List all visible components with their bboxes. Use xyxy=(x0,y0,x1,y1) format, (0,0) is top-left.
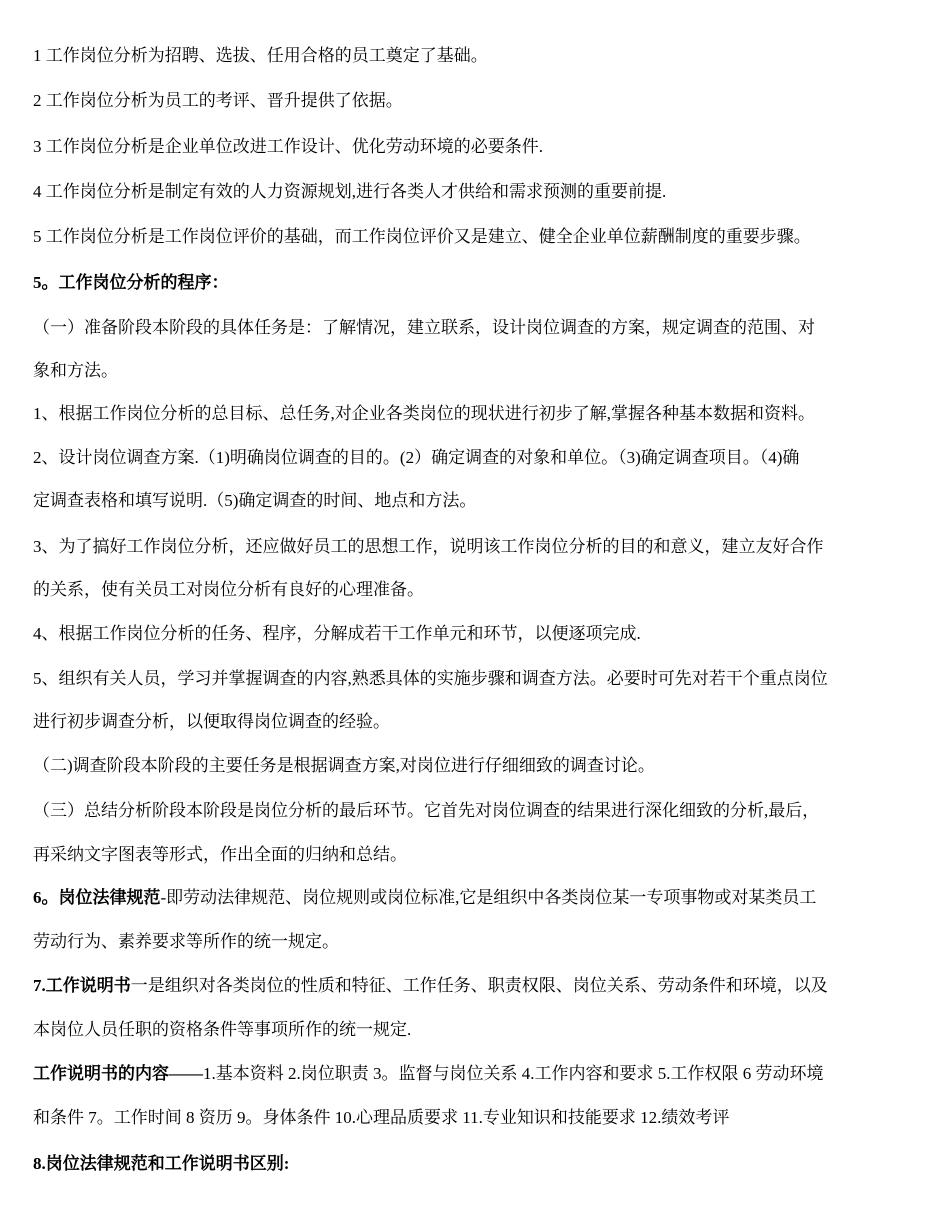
text-line: 2、设计岗位调查方案.（1)明确岗位调查的目的。(2）确定调查的对象和单位。（3)确定调查项目。（4)确 xyxy=(33,448,800,467)
text-line: 进行初步调查分析，以便取得岗位调查的经验。 xyxy=(33,712,390,731)
text-line: 4 工作岗位分析是制定有效的人力资源规划,进行各类人才供给和需求预测的重要前提. xyxy=(33,182,667,201)
section-heading-7: 7.工作说明书 xyxy=(33,976,131,995)
text-line: 劳动行为、素养要求等所作的统一规定。 xyxy=(33,932,339,951)
text-line: 定调查表格和填写说明.（5)确定调查的时间、地点和方法。 xyxy=(33,491,477,510)
text-line: 5 工作岗位分析是工作岗位评价的基础，而工作岗位评价又是建立、健全企业单位薪酬制度的重要步骤。 xyxy=(33,227,811,246)
text-line: 再采纳文字图表等形式，作出全面的归纳和总结。 xyxy=(33,845,407,864)
section-heading-8: 8.岗位法律规范和工作说明书区别: xyxy=(33,1154,290,1173)
text-line: 象和方法。 xyxy=(33,361,118,380)
text-line: （一）准备阶段本阶段的具体任务是：了解情况，建立联系，设计岗位调查的方案，规定调查的范围、对 xyxy=(33,318,815,337)
section-heading-6: 6。岗位法律规范 xyxy=(33,888,161,907)
text-line: 5、组织有关人员，学习并掌握调查的内容,熟悉具体的实施步骤和调查方法。必要时可先对若干个重点岗位 xyxy=(33,669,828,688)
text-line: 1、根据工作岗位分析的总目标、总任务,对企业各类岗位的现状进行初步了解,掌握各种基本数据和资料。 xyxy=(33,404,815,423)
section-heading-5: 5。工作岗位分析的程序： xyxy=(33,273,229,292)
text-line: 1 工作岗位分析为招聘、选拔、任用合格的员工奠定了基础。 xyxy=(33,46,488,65)
text-line: （三）总结分析阶段本阶段是岗位分析的最后环节。它首先对岗位调查的结果进行深化细致的分析,最后， xyxy=(33,801,820,820)
subheading-job-description-contents: 工作说明书的内容—— xyxy=(33,1064,203,1083)
text-line: 3 工作岗位分析是企业单位改进工作设计、优化劳动环境的必要条件. xyxy=(33,137,543,156)
definition-text: 一是组织对各类岗位的性质和特征、工作任务、职责权限、岗位关系、劳动条件和环境，以及 xyxy=(130,976,828,995)
definition-text: -即劳动法律规范、岗位规则或岗位标准,它是组织中各类岗位某一专项事物或对某类员工 xyxy=(160,888,817,907)
text-line xyxy=(33,886,920,910)
text-line: 和条件 7。工作时间 8 资历 9。身体条件 10.心理品质要求 11.专业知识和技能要求 12.绩效考评 xyxy=(33,1108,730,1127)
text-line xyxy=(33,1062,920,1086)
text-line: 4、根据工作岗位分析的任务、程序，分解成若干工作单元和环节，以便逐项完成. xyxy=(33,624,641,643)
text-line: （二)调查阶段本阶段的主要任务是根据调查方案,对岗位进行仔细细致的调查讨论。 xyxy=(33,756,655,775)
text-line: 3、为了搞好工作岗位分析，还应做好员工的思想工作，说明该工作岗位分析的目的和意义，建立友好合作 xyxy=(33,537,824,556)
text-line xyxy=(33,974,920,998)
text-line: 本岗位人员任职的资格条件等事项所作的统一规定. xyxy=(33,1020,412,1039)
text-line: 2 工作岗位分析为员工的考评、晋升提供了依据。 xyxy=(33,91,403,110)
contents-list-text: 1.基本资料 2.岗位职责 3。监督与岗位关系 4.工作内容和要求 5.工作权限 6 劳动环境 xyxy=(203,1064,824,1083)
text-line: 的关系，使有关员工对岗位分析有良好的心理准备。 xyxy=(33,580,424,599)
